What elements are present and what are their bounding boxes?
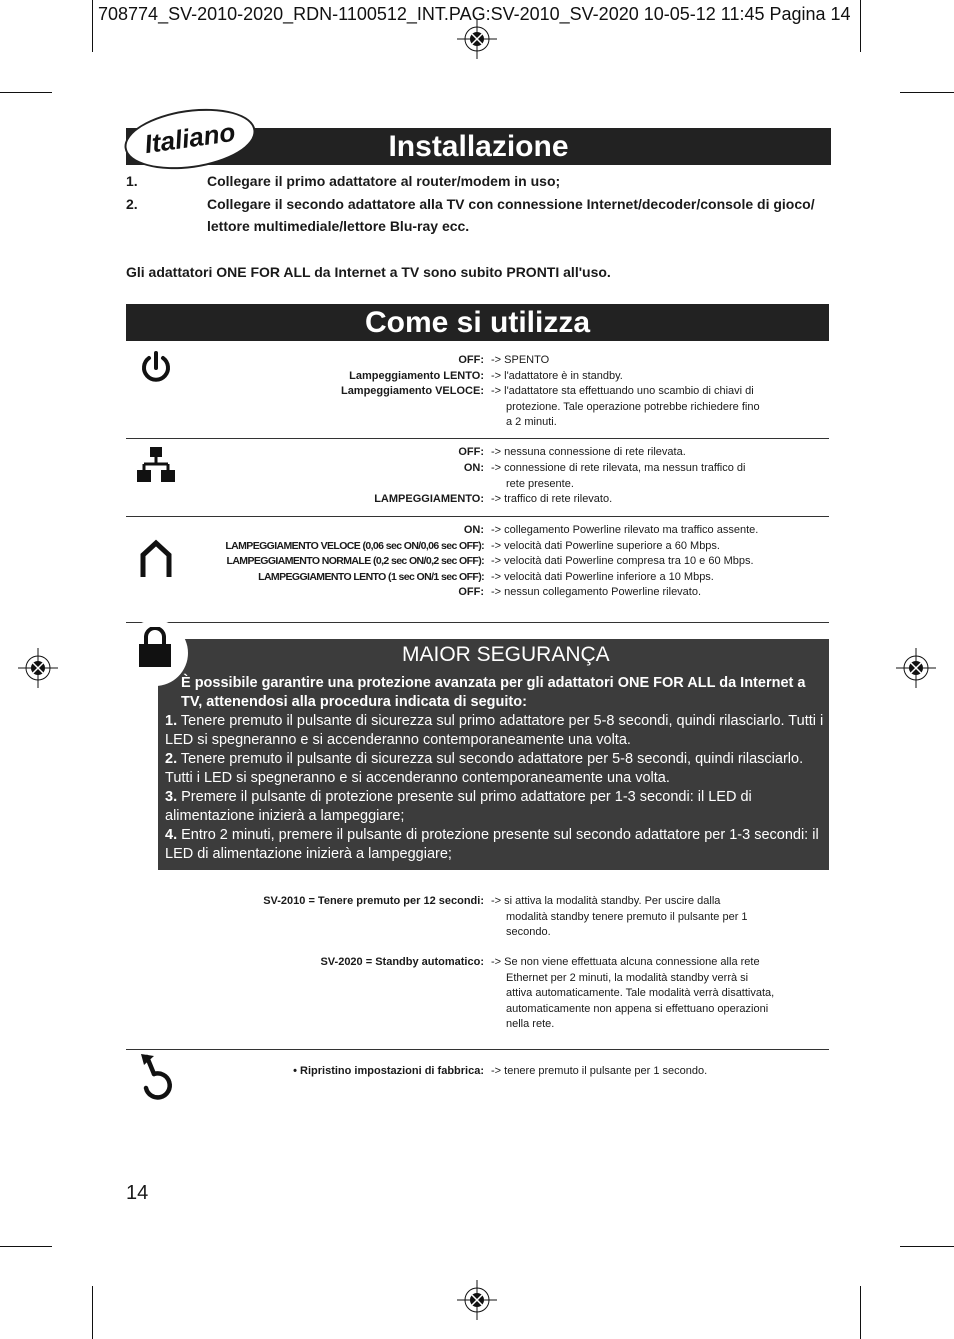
install-step-number: 1. [126, 173, 138, 189]
install-step-number: 2. [126, 196, 138, 212]
language-badge-label: Italiano [142, 116, 238, 160]
powerline-led-value: -> velocità dati Powerline inferiore a 10 Mbps. [491, 570, 714, 583]
standby-value-line: -> si attiva la modalità standby. Per uscire dalla [491, 895, 721, 907]
network-led-label: OFF: [458, 446, 484, 458]
section-title-come-si-utilizza: Come si utilizza [126, 304, 829, 341]
security-intro: È possibile garantire una protezione avanzata per gli adattatori ONE FOR ALL da Internet a TV, attenendosi alla procedura indicata di seguito: [181, 675, 806, 710]
standby-value [491, 955, 801, 1033]
standby-value-line: -> Se non viene effettuata alcuna connessione alla rete [491, 956, 760, 968]
crop-mark [0, 1246, 52, 1247]
standby-value-line: automaticamente non appena si effettuano operazioni [506, 1002, 769, 1015]
standby-value-line: modalità standby tenere premuto il pulsante per 1 [506, 910, 748, 923]
network-led-value: -> nessuna connessione di rete rilevata. [491, 446, 686, 458]
registration-mark-icon [896, 648, 936, 688]
security-step-number: 2. [165, 751, 178, 767]
power-led-value: -> l'adattatore è in standby. [491, 369, 623, 382]
page-number: 14 [126, 1182, 149, 1204]
network-led-value: -> traffico di rete rilevato. [491, 493, 613, 505]
security-step [165, 712, 827, 750]
powerline-led-value: -> nessun collegamento Powerline rilevato. [491, 586, 702, 598]
power-led-value-line: -> l'adattatore sta effettuando uno scambio di chiavi di [491, 385, 754, 397]
power-led-value [491, 384, 801, 431]
standby-value-line: Ethernet per 2 minuti, la modalità standby verrà si [506, 971, 749, 984]
standby-value-line: attiva automaticamente. Tale modalità verrà disattivata, [506, 987, 775, 999]
registration-mark-icon [18, 648, 58, 688]
standby-label: SV-2010 = Tenere premuto per 12 secondi: [263, 895, 484, 907]
house-icon [140, 539, 172, 579]
registration-mark-icon [457, 19, 497, 59]
security-title: MAIOR SEGURANÇA [402, 643, 610, 666]
security-step-text: Entro 2 minuti, premere il pulsante di protezione presente sul secondo adattatore per 1-3 secondi: il LED di alimentazione inizierà a lampeggiare; [165, 827, 819, 862]
crop-mark [860, 0, 861, 52]
divider [126, 622, 829, 623]
security-step [165, 750, 827, 788]
crop-mark [860, 1286, 861, 1339]
network-led-value-line: -> connessione di rete rilevata, ma nessun traffico di [491, 462, 746, 474]
network-led-value-line: rete presente. [506, 477, 574, 490]
standby-value-line: nella rete. [506, 1018, 555, 1030]
power-led-label: OFF: [458, 354, 484, 366]
power-icon [140, 351, 172, 385]
powerline-led-label: ON: [463, 524, 484, 536]
powerline-led-value: -> velocità dati Powerline compresa tra 10 e 60 Mbps. [491, 555, 754, 567]
divider [126, 438, 829, 439]
powerline-led-label: LAMPEGGIAMENTO LENTO (1 sec ON/1 sec OFF): [258, 570, 484, 583]
powerline-led-label: LAMPEGGIAMENTO NORMALE (0,2 sec ON/0,2 sec OFF): [226, 555, 484, 567]
registration-mark-icon [457, 1280, 497, 1320]
power-led-label: Lampeggiamento LENTO: [349, 369, 484, 382]
standby-value-line: secondo. [506, 926, 551, 938]
network-led-label: LAMPEGGIAMENTO: [374, 493, 484, 505]
security-step-number: 1. [165, 713, 178, 729]
language-badge [121, 101, 260, 177]
powerline-led-label: OFF: [458, 586, 484, 598]
crop-mark [900, 92, 954, 93]
crop-mark [0, 92, 52, 93]
security-step-number: 4. [165, 827, 178, 843]
powerline-led-value: -> velocità dati Powerline superiore a 60 Mbps. [491, 539, 720, 552]
security-step-text: Tenere premuto il pulsante di sicurezza sul primo adattatore per 5-8 secondi, quindi rilasciarlo. Tutti i LED si spegneranno e si accenderanno contemporaneamente una volta. [165, 713, 824, 748]
security-step-text: Premere il pulsante di protezione presente sul primo adattatore per 1-3 secondi: il LED di alimentazione inizierà a lampeggiare; [165, 789, 752, 824]
security-step [165, 826, 827, 864]
reset-icon [140, 1054, 176, 1102]
factory-reset-label: • Ripristino impostazioni di fabbrica: [293, 1065, 484, 1077]
power-led-value-line: protezione. Tale operazione potrebbe richiedere fino [506, 400, 760, 413]
crop-mark [900, 1246, 954, 1247]
section-title-installazione: Installazione [126, 128, 831, 165]
install-step-text: Collegare il secondo adattatore alla TV con connessione Internet/decoder/console di gioco/ lettore multimediale/lettore Blu-ray ecc. [207, 196, 815, 234]
powerline-led-label: LAMPEGGIAMENTO VELOCE (0,06 sec ON/0,06 sec OFF): [225, 539, 484, 552]
network-icon [137, 447, 175, 483]
security-step-number: 3. [165, 789, 178, 805]
security-step [165, 788, 827, 826]
lock-icon [138, 627, 172, 667]
install-step-text: Collegare il primo adattatore al router/modem in uso; [207, 173, 561, 189]
powerline-led-value: -> collegamento Powerline rilevato ma traffico assente. [491, 524, 759, 536]
crop-mark [92, 0, 93, 52]
network-led-value [491, 461, 801, 492]
standby-label: SV-2020 = Standby automatico: [320, 956, 484, 968]
network-led-label: ON: [463, 462, 484, 474]
factory-reset-value: -> tenere premuto il pulsante per 1 secondo. [491, 1065, 708, 1077]
security-step-text: Tenere premuto il pulsante di sicurezza sul secondo adattatore per 5-8 secondi, quindi rilasciarlo. Tutti i LED si spegneranno e si accenderanno contemporaneamente una volta. [165, 751, 804, 786]
security-text [165, 674, 827, 864]
divider [126, 1049, 829, 1050]
divider [126, 516, 829, 517]
install-note: Gli adattatori ONE FOR ALL da Internet a TV sono subito PRONTI all'uso. [126, 264, 611, 280]
power-led-label: Lampeggiamento VELOCE: [340, 385, 484, 397]
standby-value [491, 894, 801, 941]
power-led-value-line: a 2 minuti. [506, 416, 557, 428]
crop-mark [92, 1286, 93, 1339]
print-header: 708774_SV-2010-2020_RDN-1100512_INT.PAG:SV-2010_SV-2020 10-05-12 11:45 Pagina 14 [98, 4, 851, 24]
power-led-value: -> SPENTO [491, 354, 550, 366]
